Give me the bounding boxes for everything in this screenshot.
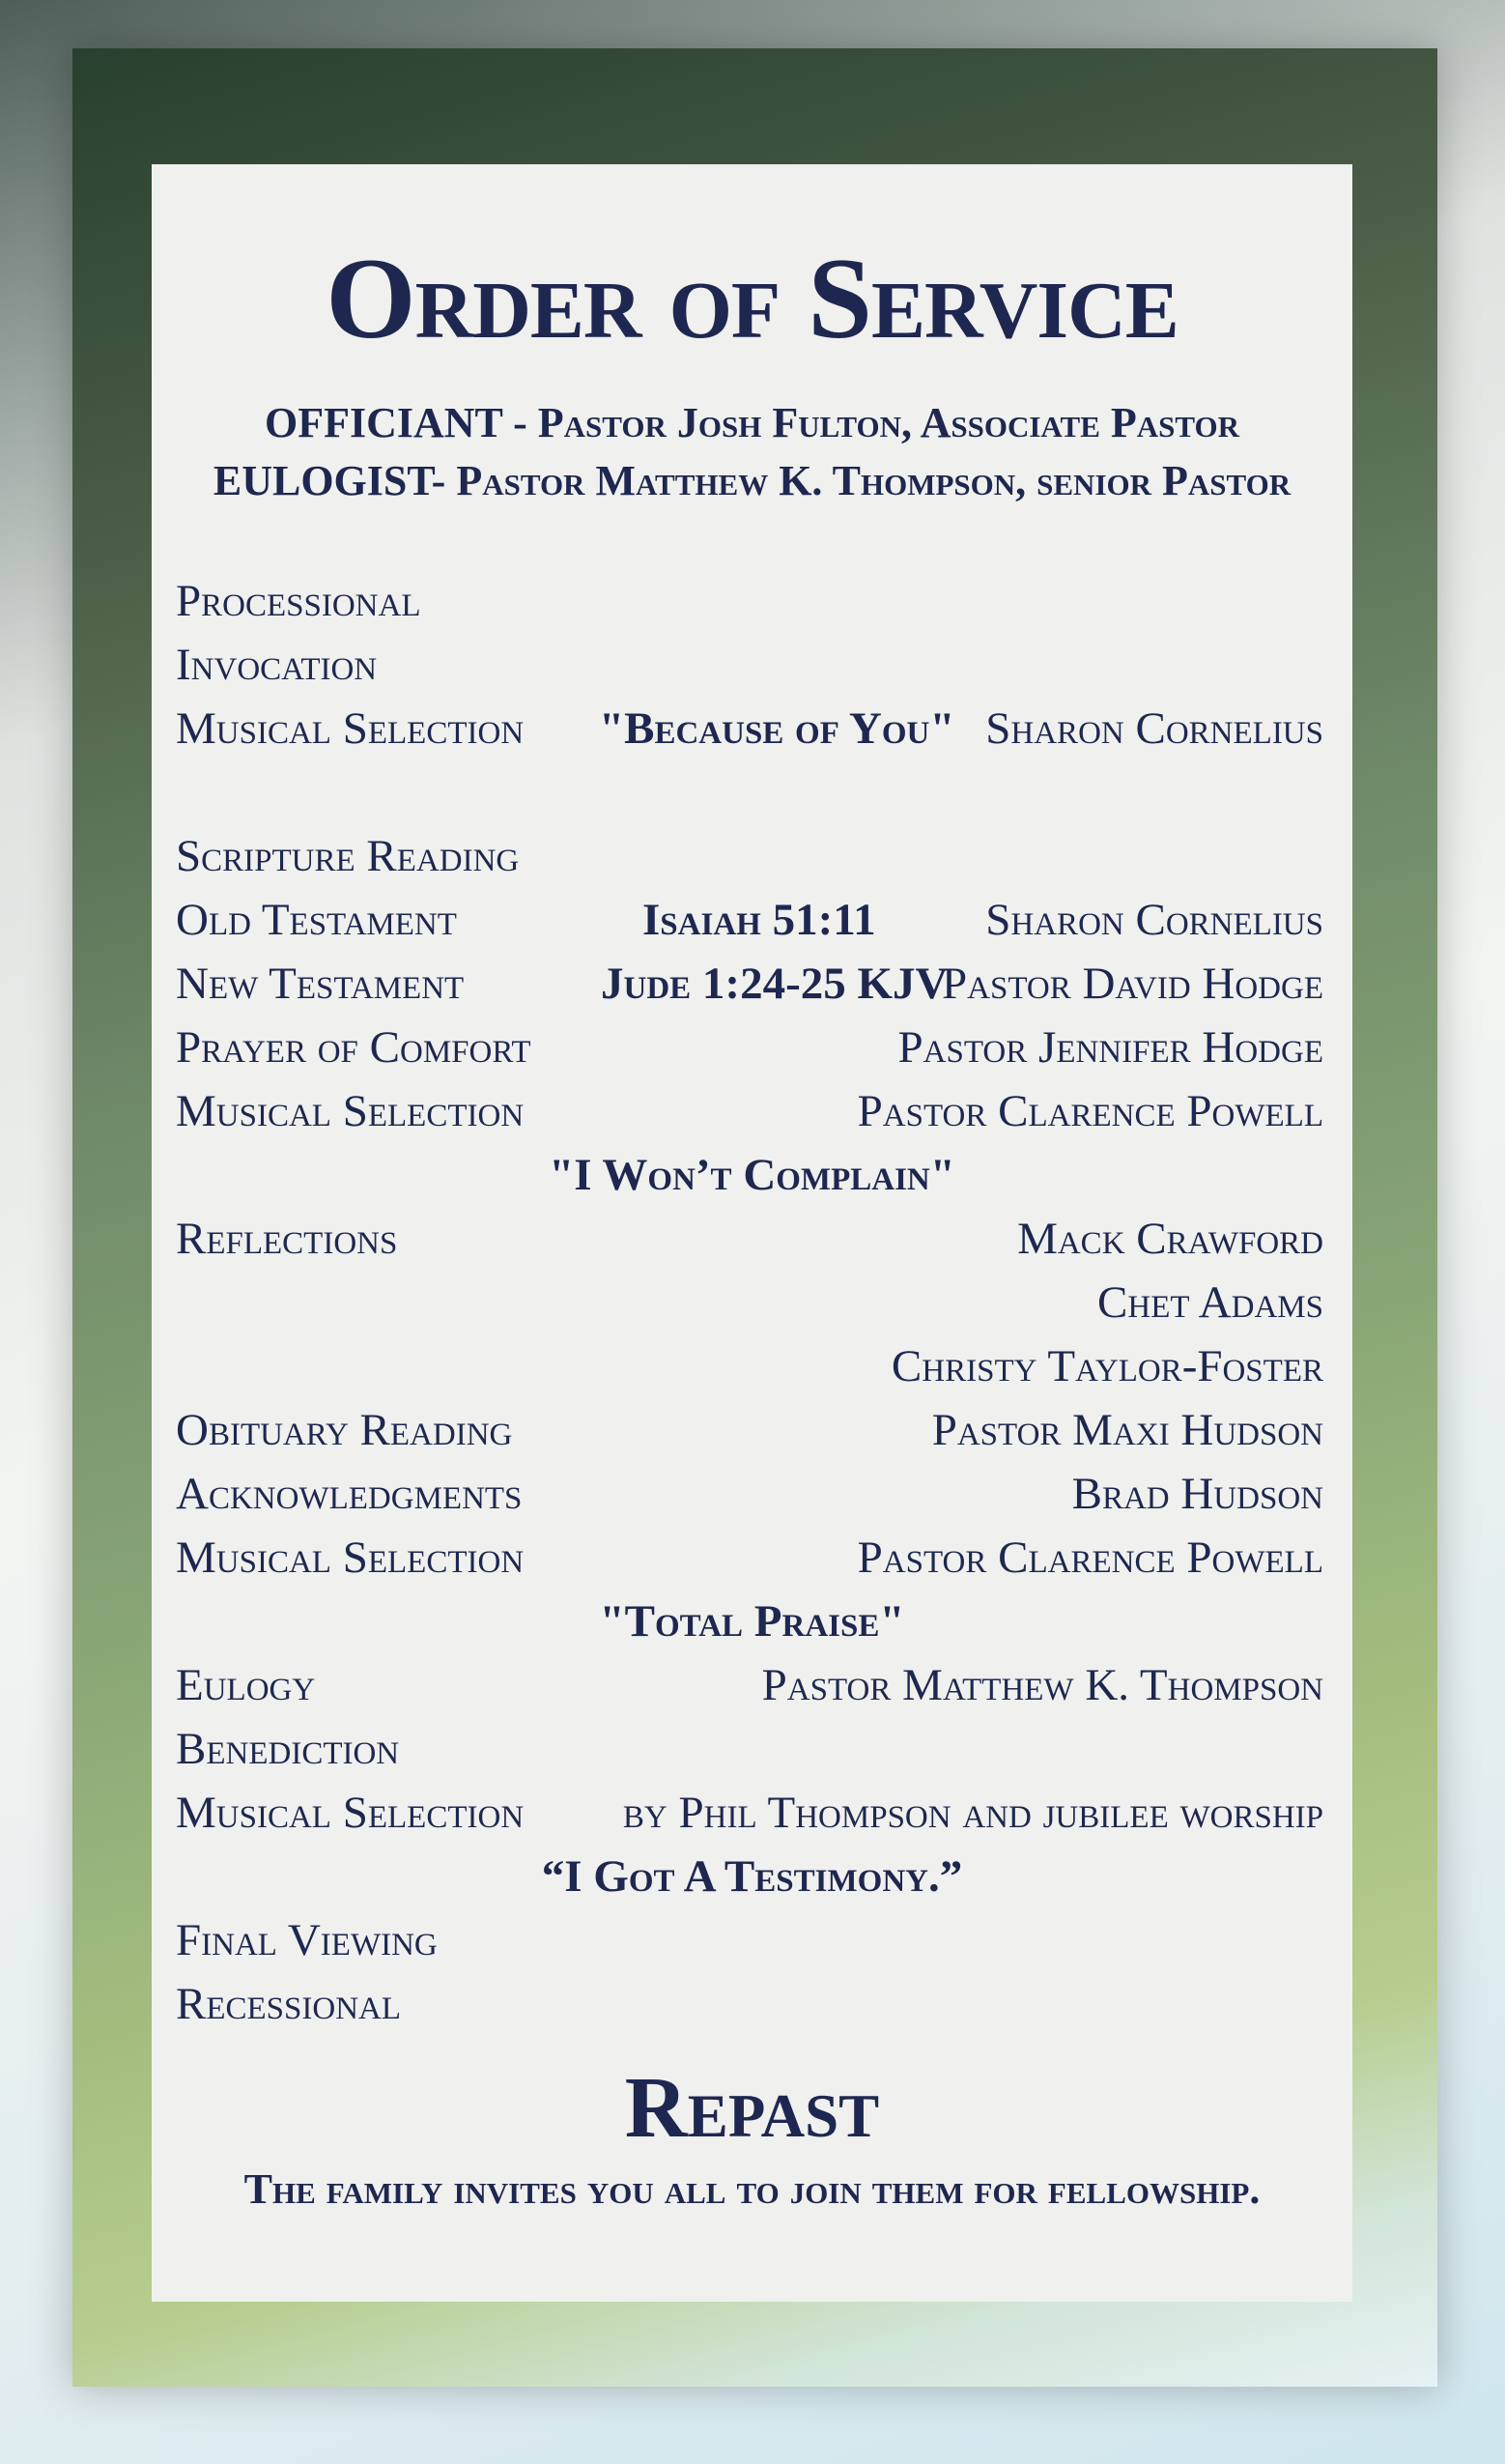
program-row-musical-4 bbox=[176, 1787, 1323, 1847]
program-item-label: Final Viewing bbox=[176, 1915, 438, 1965]
program-row-prayer bbox=[176, 1021, 1323, 1081]
program-row-processional bbox=[176, 575, 1323, 635]
program-row-scripture bbox=[176, 830, 1323, 890]
program-row-acknowledgments bbox=[176, 1468, 1323, 1528]
program-item-label: Invocation bbox=[176, 640, 378, 690]
program-item-label: Eulogy bbox=[176, 1660, 316, 1710]
program-row-benediction bbox=[176, 1723, 1323, 1783]
program-row-musical-3 bbox=[176, 1532, 1323, 1591]
scripture-reference: Isaiah 51:11 bbox=[642, 895, 876, 945]
performer-name: Pastor David Hodge bbox=[942, 959, 1323, 1009]
song-title: “I Got A Testimony.” bbox=[541, 1851, 963, 1902]
performer-name: Pastor Maxi Hudson bbox=[931, 1405, 1323, 1455]
song-title: "Total Praise" bbox=[599, 1596, 905, 1647]
program-item-label: Acknowledgments bbox=[176, 1469, 523, 1519]
program-row-invocation bbox=[176, 639, 1323, 699]
program-row-musical-2 bbox=[176, 1085, 1323, 1145]
program-item-label: Musical Selection bbox=[176, 1086, 525, 1136]
page-title: Order of Service bbox=[326, 234, 1178, 362]
program-row-recessional bbox=[176, 1978, 1323, 2038]
program-item-label: Old Testament bbox=[176, 895, 457, 945]
program-row-final-viewing bbox=[176, 1914, 1323, 1974]
program-item-label: Prayer of Comfort bbox=[176, 1022, 531, 1073]
repast-invitation: The family invites you all to join them for fellowship. bbox=[243, 2165, 1261, 2213]
program-row-new-testament bbox=[176, 958, 1323, 1017]
program-item-label: Musical Selection bbox=[176, 1533, 525, 1583]
program-row-obituary bbox=[176, 1404, 1323, 1464]
repast-heading: Repast bbox=[624, 2060, 880, 2156]
program-item-label: Scripture Reading bbox=[176, 831, 520, 881]
song-title: "I Won’t Complain" bbox=[549, 1150, 955, 1200]
scripture-reference: Jude 1:24-25 KJV bbox=[601, 959, 949, 1009]
performer-name: Chet Adams bbox=[1097, 1277, 1323, 1328]
program-row-eulogy bbox=[176, 1659, 1323, 1719]
program-item-label: Musical Selection bbox=[176, 1788, 525, 1838]
performer-name: Pastor Clarence Powell bbox=[857, 1086, 1323, 1136]
program-item-label: Obituary Reading bbox=[176, 1405, 513, 1455]
performer-name: Sharon Cornelius bbox=[985, 895, 1323, 945]
program-item-label: Musical Selection bbox=[176, 703, 525, 754]
program-item-label: Recessional bbox=[176, 1979, 402, 2029]
program-row-old-testament bbox=[176, 894, 1323, 954]
song-title: "Because of You" bbox=[599, 703, 955, 754]
officiant-line: OFFICIANT - Pastor Josh Fulton, Associate Pastor bbox=[264, 399, 1239, 446]
performer-name: Mack Crawford bbox=[1017, 1214, 1323, 1264]
performer-name: Brad Hudson bbox=[1071, 1469, 1323, 1519]
program-row-reflections-3 bbox=[176, 1340, 1323, 1400]
program-row-musical-1 bbox=[176, 702, 1323, 762]
program-item-label: Reflections bbox=[176, 1214, 398, 1264]
performer-name: Christy Taylor-Foster bbox=[891, 1341, 1323, 1391]
performer-name: Pastor Matthew K. Thompson bbox=[761, 1660, 1323, 1710]
performer-name: Pastor Jennifer Hodge bbox=[897, 1022, 1323, 1073]
program-card bbox=[152, 164, 1352, 2302]
performer-name: Pastor Clarence Powell bbox=[857, 1533, 1323, 1583]
performer-name: Sharon Cornelius bbox=[985, 703, 1323, 754]
eulogist-line: EULOGIST- Pastor Matthew K. Thompson, senior Pastor bbox=[213, 457, 1292, 504]
program-item-label: Processional bbox=[176, 576, 421, 626]
program-row-reflections-2 bbox=[176, 1276, 1323, 1336]
program-row-reflections bbox=[176, 1213, 1323, 1273]
program-item-label: Benediction bbox=[176, 1724, 400, 1774]
program-item-label: New Testament bbox=[176, 959, 465, 1009]
performer-name: by Phil Thompson and jubilee worship bbox=[622, 1788, 1323, 1838]
